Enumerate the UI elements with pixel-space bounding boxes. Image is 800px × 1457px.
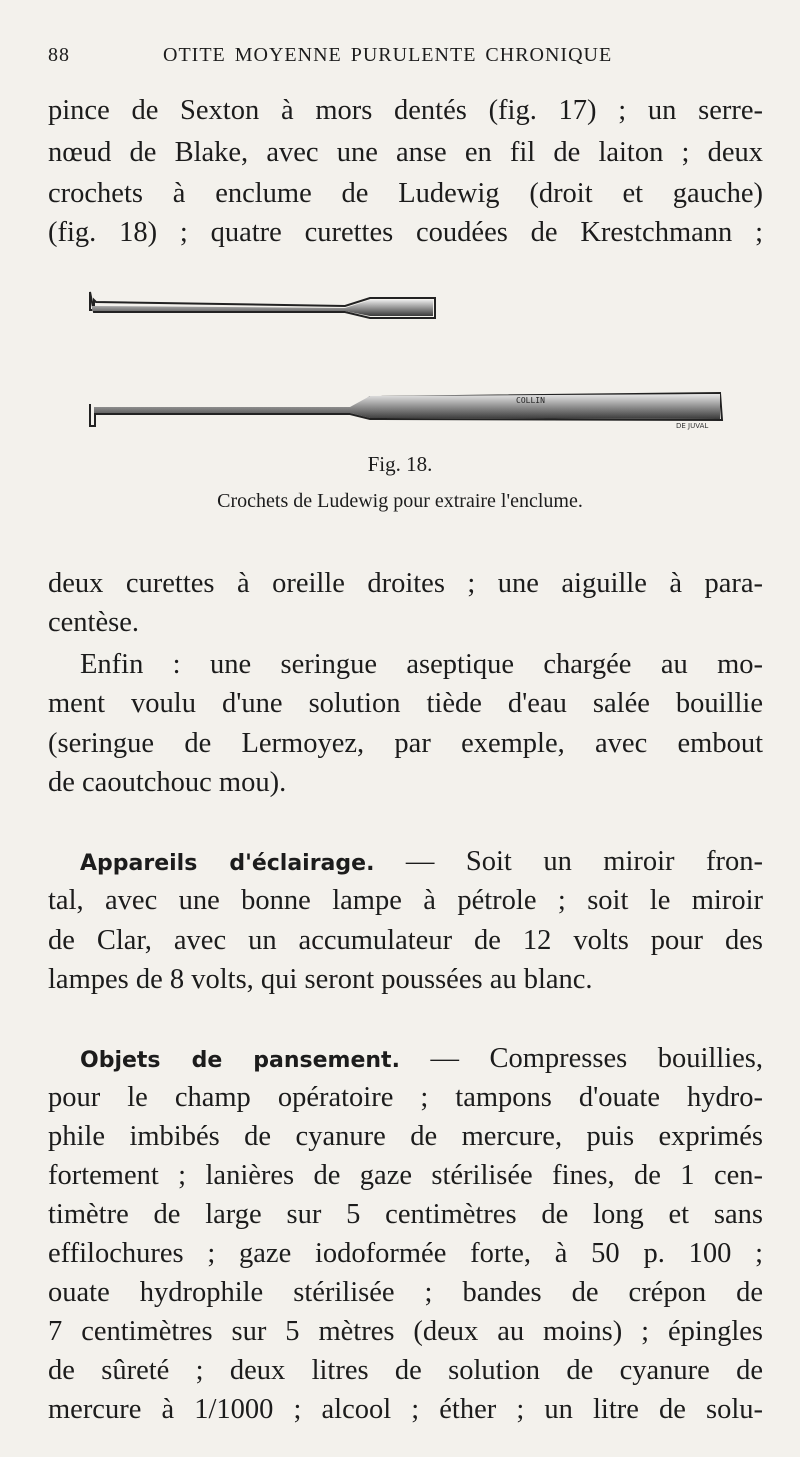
text-line: effilochures ; gaze iodoformée forte, à 50 p. 100 ;: [48, 1238, 763, 1269]
figure-caption: Crochets de Ludewig pour extraire l'enclume.: [217, 490, 583, 512]
text-line: timètre de large sur 5 centimètres de long et sans: [48, 1199, 763, 1230]
text-line: Enfin : une seringue aseptique chargée au mo-: [80, 649, 763, 680]
running-header: [48, 40, 748, 74]
text-line: nœud de Blake, avec une anse en fil de laiton ; deux: [48, 137, 763, 168]
text-line: Objets de pansement. — Compresses bouillies,: [80, 1043, 764, 1074]
figure-ludewig-hooks: [80, 280, 760, 440]
running-title: OTITE MOYENNE PURULENTE CHRONIQUE: [163, 44, 613, 66]
text-line: 7 centimètres sur 5 mètres (deux au moins) ; épingles: [48, 1316, 763, 1347]
text-line: Appareils d'éclairage. — Soit un miroir fron-: [80, 846, 763, 877]
text-line: pince de Sexton à mors dentés (fig. 17) ; un serre-: [48, 95, 763, 126]
hook-short-instrument: [90, 292, 435, 318]
text-line: pour le champ opératoire ; tampons d'ouate hydro-: [48, 1082, 763, 1113]
engraved-maker-mark: COLLIN: [516, 396, 545, 405]
engraver-signature: DE JUVAL: [676, 422, 709, 430]
figure-label: Fig. 18.: [367, 452, 433, 476]
text-line: ouate hydrophile stérilisée ; bandes de crépon de: [48, 1277, 763, 1308]
hook-long-instrument: [90, 393, 722, 430]
text-line: (seringue de Lermoyez, par exemple, avec embout: [48, 728, 763, 759]
text-line: de caoutchouc mou).: [48, 767, 287, 798]
text-line: de sûreté ; deux litres de solution de cyanure de: [48, 1355, 763, 1386]
text-line: phile imbibés de cyanure de mercure, puis exprimés: [48, 1121, 763, 1152]
text-line: mercure à 1/1000 ; alcool ; éther ; un litre de solu-: [48, 1394, 763, 1425]
text-line: (fig. 18) ; quatre curettes coudées de Krestchmann ;: [48, 217, 763, 248]
text-line: lampes de 8 volts, qui seront poussées au blanc.: [48, 964, 593, 995]
section-heading: Objets de pansement.: [80, 1048, 400, 1073]
text-line: deux curettes à oreille droites ; une aiguille à para-: [48, 568, 763, 599]
page-number: 88: [48, 44, 70, 66]
text-line: centèse.: [48, 607, 139, 638]
text-line: tal, avec une bonne lampe à pétrole ; soit le miroir: [48, 885, 763, 916]
text-line: ment voulu d'une solution tiède d'eau salée bouillie: [48, 688, 763, 719]
section-heading: Appareils d'éclairage.: [80, 851, 375, 876]
text-line: de Clar, avec un accumulateur de 12 volts pour des: [48, 925, 763, 956]
text-line: crochets à enclume de Ludewig (droit et gauche): [48, 178, 763, 209]
text-line: fortement ; lanières de gaze stérilisée fines, de 1 cen-: [48, 1160, 763, 1191]
